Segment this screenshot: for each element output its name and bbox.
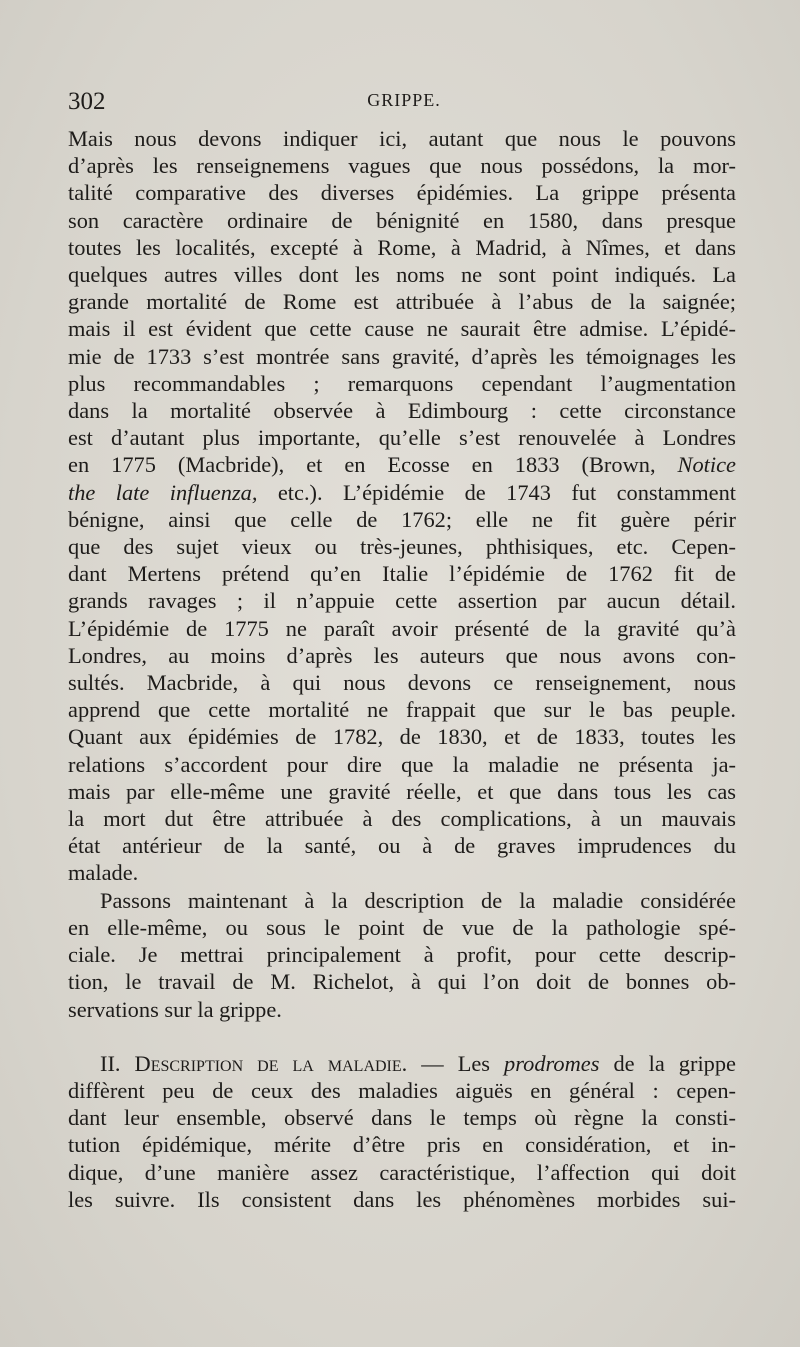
text-line: que des sujet vieux ou très-jeunes, phthisiques, etc. Cepen-	[68, 534, 736, 560]
text-line: grands ravages ; il n’appuie cette assertion par aucun détail.	[68, 588, 736, 614]
text-line: dant Mertens prétend qu’en Italie l’épidémie de 1762 fit de	[68, 561, 736, 587]
text-line: état antérieur de la santé, ou à de graves imprudences du	[68, 833, 736, 859]
text-line: diffèrent peu de ceux des maladies aiguës en général : cepen-	[68, 1077, 736, 1103]
text-line	[68, 451, 736, 478]
paragraph-mortality	[68, 125, 736, 887]
italic-title: the late influenza,	[68, 479, 258, 505]
section-spacer	[68, 1023, 736, 1050]
text-line: bénigne, ainsi que celle de 1762; elle ne fit guère périr	[68, 506, 736, 532]
text-line	[68, 479, 736, 506]
italic-notice: Notice	[677, 452, 736, 478]
text-segment: etc.). L’épidémie de 1743 fut constamment	[257, 479, 736, 505]
text-line: les suivre. Ils consistent dans les phénomènes morbides sui-	[68, 1186, 736, 1212]
text-line: apprend que cette mortalité ne frappait que sur le bas peuple.	[68, 697, 736, 723]
text-line: tution épidémique, mérite d’être pris en considération, et in-	[68, 1132, 736, 1158]
section-heading: II. Description de la maladie.	[100, 1050, 408, 1076]
page-header	[68, 88, 740, 118]
text-segment: — Les	[407, 1050, 505, 1076]
text-line: mais il est évident que cette cause ne saurait être admise. L’épidé-	[68, 316, 736, 342]
text-line: est d’autant plus importante, qu’elle s’est renouvelée à Londres	[68, 425, 736, 451]
text-line: plus recommandables ; remarquons cependant l’augmentation	[68, 370, 736, 396]
text-line: toutes les localités, excepté à Rome, à Madrid, à Nîmes, et dans	[68, 234, 736, 260]
text-line: servations sur la grippe.	[68, 996, 282, 1022]
text-line: en elle-même, ou sous le point de vue de la pathologie spé-	[68, 914, 736, 940]
text-line: dant leur ensemble, observé dans le temps où règne la consti-	[68, 1105, 736, 1131]
text-line: relations s’accordent pour dire que la maladie ne présenta ja-	[68, 751, 736, 777]
text-line: Passons maintenant à la description de la maladie considérée	[100, 887, 736, 913]
running-head: GRIPPE.	[367, 90, 441, 110]
text-line: talité comparative des diverses épidémies. La grippe présenta	[68, 180, 736, 206]
text-line: quelques autres villes dont les noms ne sont point indiqués. La	[68, 262, 736, 288]
text-line: ciale. Je mettrai principalement à profit, pour cette descrip-	[68, 942, 736, 968]
text-line: mais par elle-même une gravité réelle, et que dans tous les cas	[68, 778, 736, 804]
text-line: dans la mortalité observée à Edimbourg : cette circonstance	[68, 398, 736, 424]
text-line: grande mortalité de Rome est attribuée à l’abus de la saignée;	[68, 289, 736, 315]
text-line: la mort dut être attribuée à des complications, à un mauvais	[68, 806, 736, 832]
text-line: malade.	[68, 860, 139, 886]
text-line: Quant aux épidémies de 1782, de 1830, et de 1833, toutes les	[68, 724, 736, 750]
text-line: d’après les renseignemens vagues que nous possédons, la mor-	[68, 153, 736, 179]
text-line: L’épidémie de 1775 ne paraît avoir présenté de la gravité qu’à	[68, 615, 736, 641]
text-line: tion, le travail de M. Richelot, à qui l’on doit de bonnes ob-	[68, 969, 736, 995]
text-line: son caractère ordinaire de bénignité en 1580, dans presque	[68, 207, 736, 233]
text-line	[68, 1050, 736, 1077]
paragraph-description-intro	[68, 887, 736, 1023]
text-line: mie de 1733 s’est montrée sans gravité, d’après les témoignages les	[68, 343, 736, 369]
text-line: Londres, au moins d’après les auteurs que nous avons con-	[68, 642, 736, 668]
text-segment: en 1775 (Macbride), et en Ecosse en 1833 (Brown,	[68, 452, 678, 478]
text-segment: de la grippe	[599, 1050, 736, 1076]
body-text	[68, 125, 736, 1213]
italic-prodromes: prodromes	[504, 1050, 600, 1076]
paragraph-section-ii	[68, 1050, 736, 1213]
text-line: sultés. Macbride, à qui nous devons ce renseignement, nous	[68, 670, 736, 696]
page-number: 302	[68, 88, 106, 115]
text-line: dique, d’une manière assez caractéristique, l’affection qui doit	[68, 1159, 736, 1185]
text-line: Mais nous devons indiquer ici, autant que nous le pouvons	[68, 126, 736, 151]
